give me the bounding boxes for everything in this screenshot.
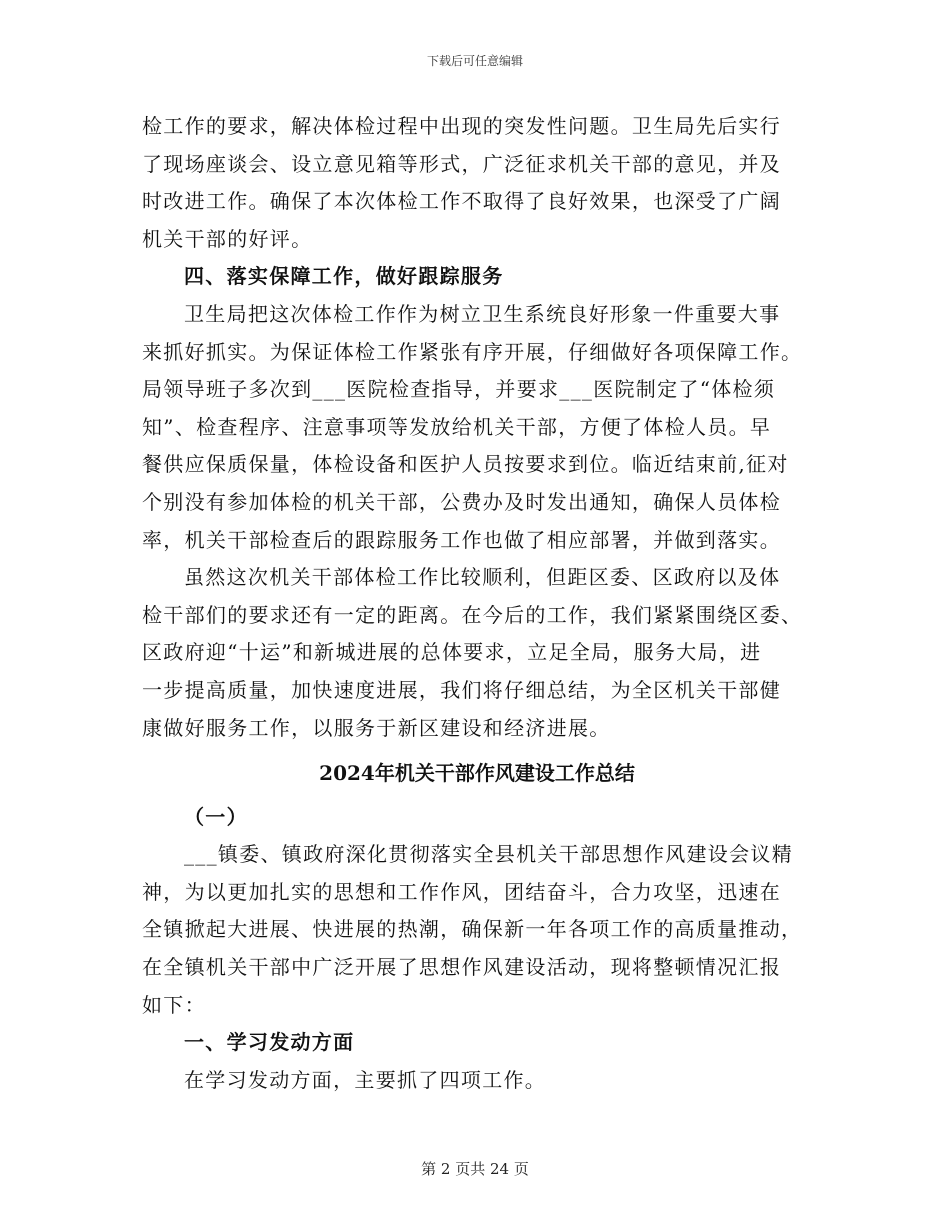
document-title: 2024年机关干部作风建设工作总结 bbox=[319, 761, 635, 786]
paragraph-line: 时改进工作。确保了本次体检工作不取得了良好效果，也深受了广阔 bbox=[142, 189, 781, 214]
paragraph-line: 检工作的要求，解决体检过程中出现的突发性问题。卫生局先后实行 bbox=[142, 114, 781, 138]
paragraph-line: 全镇掀起大进展、快进展的热潮，确保新一年各项工作的高质量推动， bbox=[142, 917, 803, 942]
subsection-label: （一） bbox=[184, 804, 248, 829]
section-heading-1: 一、学习发动方面 bbox=[184, 1030, 355, 1055]
page-footer: 第 2 页共 24 页 bbox=[421, 1160, 529, 1178]
paragraph-line: 来抓好抓实。为保证体检工作紧张有序开展，仔细做好各项保障工作。 bbox=[142, 339, 803, 364]
paragraph-line: 如下： bbox=[142, 992, 206, 1017]
paragraph-line: 个别没有参加体检的机关干部，公费办及时发出通知，确保人员体检 bbox=[142, 489, 781, 514]
paragraph-line: 在学习发动方面，主要抓了四项工作。 bbox=[184, 1067, 547, 1092]
paragraph-line: 神，为以更加扎实的思想和工作作风，团结奋斗，合力攻坚，迅速在 bbox=[142, 879, 781, 904]
paragraph-line: 机关干部的好评。 bbox=[142, 226, 313, 251]
paragraph-line: 检干部们的要求还有一定的距离。在今后的工作，我们紧紧围绕区委、 bbox=[142, 602, 803, 627]
paragraph-line: 卫生局把这次体检工作作为树立卫生系统良好形象一件重要大事 bbox=[184, 301, 781, 326]
paragraph-line: 知”、检查程序、注意事项等发放给机关干部，方便了体检人员。早 bbox=[142, 414, 772, 439]
paragraph-line: 虽然这次机关干部体检工作比较顺利，但距区委、区政府以及体 bbox=[184, 565, 781, 590]
paragraph-line: 一步提高质量，加快速度进展，我们将仔细总结，为全区机关干部健 bbox=[142, 677, 781, 702]
paragraph-line: 区政府迎“十运”和新城进展的总体要求，立足全局，服务大局，进 bbox=[142, 640, 762, 665]
paragraph-line: 餐供应保质保量，体检设备和医护人员按要求到位。临近结束前,征对 bbox=[142, 452, 789, 477]
paragraph-line: 在全镇机关干部中广泛开展了思想作风建设活动，现将整顿情况汇报 bbox=[142, 955, 781, 980]
section-heading-4: 四、落实保障工作，做好跟踪服务 bbox=[184, 264, 504, 289]
paragraph-line: 率，机关干部检查后的跟踪服务工作也做了相应部署，并做到落实。 bbox=[142, 527, 781, 552]
page-header: 下载后可任意编辑 bbox=[426, 54, 523, 68]
paragraph-line: 康做好服务工作，以服务于新区建设和经济进展。 bbox=[142, 715, 611, 740]
paragraph-line: 了现场座谈会、设立意见箱等形式，广泛征求机关干部的意见，并及 bbox=[142, 151, 781, 176]
paragraph-line: 局领导班子多次到___医院检查指导，并要求___医院制定了“体检须 bbox=[142, 377, 776, 402]
document-body bbox=[142, 108, 812, 1099]
paragraph-line: ___镇委、镇政府深化贯彻落实全县机关干部思想作风建设会议精 bbox=[184, 842, 793, 867]
